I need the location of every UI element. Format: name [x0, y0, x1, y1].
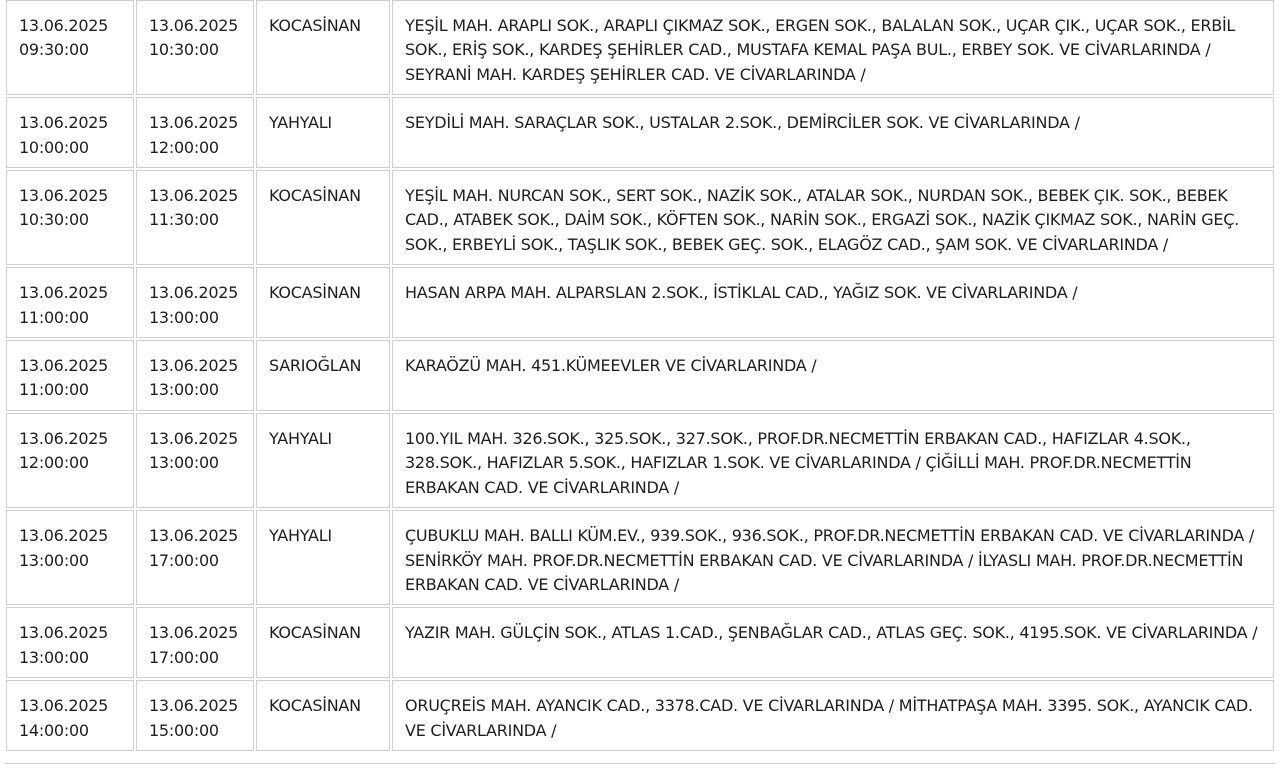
table-row: [6, 413, 1274, 508]
end-date: 13.06.2025: [149, 428, 239, 448]
start-date: 13.06.2025: [19, 356, 109, 376]
outage-table-container: [4, 0, 1276, 753]
start-time: 13:00:00: [19, 550, 89, 570]
district-name: KOCASİNAN: [269, 186, 361, 206]
affected-addresses: 100.YIL MAH. 326.SOK., 325.SOK., 327.SOK., PROF.DR.NECMETTİN ERBAKAN CAD., HAFIZLAR 4.SOK., 328.SOK., HAFIZLAR 5.SOK., HAFIZLAR 1.SOK. VE CİVARLARINDA / ÇİĞİLLİ MAH. PROF.DR.NECMETTİN ERBAKAN CAD. VE CİVARLARINDA /: [405, 428, 1192, 497]
start-time: 13:00:00: [19, 647, 89, 667]
district-cell: [256, 0, 390, 95]
end-date: 13.06.2025: [149, 186, 239, 206]
start-time: 14:00:00: [19, 720, 89, 740]
table-row: [6, 340, 1274, 411]
address-cell: [392, 0, 1274, 95]
address-cell: [392, 680, 1274, 751]
end-datetime-cell: [136, 170, 254, 265]
end-date: 13.06.2025: [149, 283, 239, 303]
end-time: 17:00:00: [149, 550, 219, 570]
table-row: [6, 510, 1274, 605]
district-cell: [256, 170, 390, 265]
affected-addresses: YEŞİL MAH. NURCAN SOK., SERT SOK., NAZİK SOK., ATALAR SOK., NURDAN SOK., BEBEK ÇIK. SOK., BEBEK CAD., ATABEK SOK., DAİM SOK., KÖFTEN SOK., NARİN SOK., ERGAZİ SOK., NAZİK ÇIKMAZ SOK., NARİN GEÇ. SOK., ERBEYLİ SOK., TAŞLIK SOK., BEBEK GEÇ. SOK., ELAGÖZ CAD., ŞAM SOK. VE CİVARLARINDA /: [405, 186, 1240, 254]
start-datetime-cell: [6, 607, 134, 678]
district-name: KOCASİNAN: [269, 283, 361, 303]
district-cell: [256, 267, 390, 338]
district-cell: [256, 680, 390, 751]
end-time: 15:00:00: [149, 720, 219, 740]
end-datetime-cell: [136, 97, 254, 168]
address-cell: [392, 267, 1274, 338]
address-cell: [392, 413, 1274, 508]
table-row: [6, 680, 1274, 751]
district-cell: [256, 510, 390, 605]
end-datetime-cell: [136, 607, 254, 678]
end-date: 13.06.2025: [149, 356, 239, 376]
start-date: 13.06.2025: [19, 623, 109, 643]
start-date: 13.06.2025: [19, 428, 109, 448]
district-cell: [256, 607, 390, 678]
start-date: 13.06.2025: [19, 113, 109, 133]
affected-addresses: KARAÖZÜ MAH. 451.KÜMEEVLER VE CİVARLARINDA /: [405, 356, 817, 376]
address-cell: [392, 510, 1274, 605]
end-time: 13:00:00: [149, 453, 219, 473]
start-time: 11:00:00: [19, 307, 89, 327]
affected-addresses: ÇUBUKLU MAH. BALLI KÜM.EV., 939.SOK., 936.SOK., PROF.DR.NECMETTİN ERBAKAN CAD. VE CİVARLARINDA / SENİRKÖY MAH. PROF.DR.NECMETTİN ERBAKAN CAD. VE CİVARLARINDA / İLYASLI MAH. PROF.DR.NECMETTİN ERBAKAN CAD. VE CİVARLARINDA /: [405, 526, 1255, 594]
end-datetime-cell: [136, 340, 254, 411]
start-time: 10:00:00: [19, 137, 89, 157]
end-time: 13:00:00: [149, 307, 219, 327]
end-time: 12:00:00: [149, 137, 219, 157]
address-cell: [392, 340, 1274, 411]
end-datetime-cell: [136, 267, 254, 338]
district-name: YAHYALI: [269, 428, 332, 448]
table-row: [6, 0, 1274, 95]
start-datetime-cell: [6, 0, 134, 95]
affected-addresses: ORUÇREİS MAH. AYANCIK CAD., 3378.CAD. VE CİVARLARINDA / MİTHATPAŞA MAH. 3395. SOK., AYANCIK CAD. VE CİVARLARINDA /: [405, 696, 1253, 740]
table-row: [6, 607, 1274, 678]
affected-addresses: YEŞİL MAH. ARAPLI SOK., ARAPLI ÇIKMAZ SOK., ERGEN SOK., BALALAN SOK., UÇAR ÇIK., UÇAR SOK., ERBİL SOK., ERİŞ SOK., KARDEŞ ŞEHİRLER CAD., MUSTAFA KEMAL PAŞA BUL., ERBEY SOK. VE CİVARLARINDA / SEYRANİ MAH. KARDEŞ ŞEHİRLER CAD. VE CİVARLARINDA /: [405, 16, 1236, 84]
end-datetime-cell: [136, 680, 254, 751]
district-name: KOCASİNAN: [269, 623, 361, 643]
start-time: 09:30:00: [19, 40, 89, 60]
start-datetime-cell: [6, 170, 134, 265]
district-name: KOCASİNAN: [269, 16, 361, 35]
end-date: 13.06.2025: [149, 526, 239, 546]
start-datetime-cell: [6, 413, 134, 508]
end-datetime-cell: [136, 413, 254, 508]
district-cell: [256, 97, 390, 168]
district-name: YAHYALI: [269, 526, 332, 546]
address-cell: [392, 607, 1274, 678]
start-datetime-cell: [6, 340, 134, 411]
end-date: 13.06.2025: [149, 623, 239, 643]
table-row: [6, 170, 1274, 265]
district-cell: [256, 413, 390, 508]
start-time: 11:00:00: [19, 380, 89, 400]
start-date: 13.06.2025: [19, 186, 109, 206]
district-name: KOCASİNAN: [269, 696, 361, 716]
outage-table-body: [6, 0, 1274, 751]
start-date: 13.06.2025: [19, 696, 109, 716]
affected-addresses: SEYDİLİ MAH. SARAÇLAR SOK., USTALAR 2.SOK., DEMİRCİLER SOK. VE CİVARLARINDA /: [405, 113, 1080, 133]
start-datetime-cell: [6, 680, 134, 751]
end-time: 17:00:00: [149, 647, 219, 667]
affected-addresses: YAZIR MAH. GÜLÇİN SOK., ATLAS 1.CAD., ŞENBAĞLAR CAD., ATLAS GEÇ. SOK., 4195.SOK. VE CİVARLARINDA /: [405, 623, 1258, 643]
table-row: [6, 267, 1274, 338]
start-datetime-cell: [6, 510, 134, 605]
affected-addresses: HASAN ARPA MAH. ALPARSLAN 2.SOK., İSTİKLAL CAD., YAĞIZ SOK. VE CİVARLARINDA /: [405, 283, 1078, 303]
outage-table: [4, 0, 1276, 753]
start-time: 12:00:00: [19, 453, 89, 473]
end-time: 11:30:00: [149, 210, 219, 230]
end-datetime-cell: [136, 0, 254, 95]
end-datetime-cell: [136, 510, 254, 605]
address-cell: [392, 170, 1274, 265]
start-datetime-cell: [6, 267, 134, 338]
end-date: 13.06.2025: [149, 696, 239, 716]
end-date: 13.06.2025: [149, 113, 239, 133]
start-datetime-cell: [6, 97, 134, 168]
district-name: YAHYALI: [269, 113, 332, 133]
end-time: 10:30:00: [149, 40, 219, 60]
district-cell: [256, 340, 390, 411]
table-row: [6, 97, 1274, 168]
address-cell: [392, 97, 1274, 168]
start-date: 13.06.2025: [19, 16, 109, 35]
start-date: 13.06.2025: [19, 526, 109, 546]
start-date: 13.06.2025: [19, 283, 109, 303]
end-date: 13.06.2025: [149, 16, 239, 35]
district-name: SARIOĞLAN: [269, 356, 362, 376]
start-time: 10:30:00: [19, 210, 89, 230]
end-time: 13:00:00: [149, 380, 219, 400]
